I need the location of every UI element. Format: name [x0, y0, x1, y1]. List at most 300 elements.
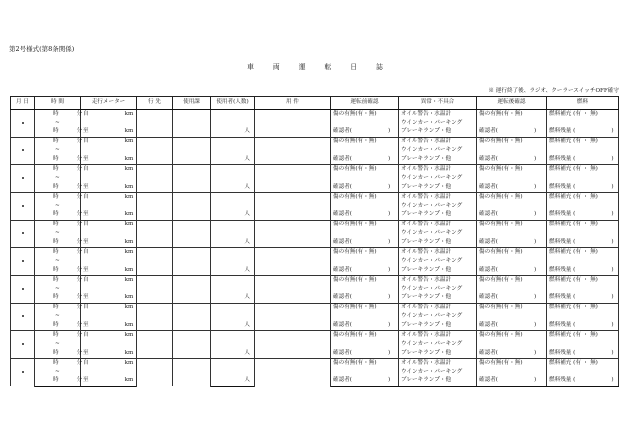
users-top-cell[interactable]: [211, 165, 255, 174]
oil-warning-label: オイル警告・水温計: [401, 110, 452, 117]
persons-label: 人: [244, 322, 250, 329]
department-cell[interactable]: [173, 331, 211, 359]
meter-to-label: 至: [83, 322, 89, 329]
pre-check-blank: [331, 313, 399, 322]
time-start-cell[interactable]: [35, 359, 81, 368]
pre-check-blank: [331, 368, 399, 377]
log-entry-row: [11, 137, 619, 146]
post-check-confirmer[interactable]: [477, 349, 547, 358]
abnormal-winker[interactable]: [399, 202, 477, 211]
abnormal-winker[interactable]: [399, 257, 477, 266]
time-end-cell[interactable]: [35, 349, 81, 358]
purpose-cell[interactable]: [255, 303, 331, 331]
close-paren: ): [387, 156, 391, 163]
log-entry-row: [11, 359, 619, 368]
department-cell[interactable]: [173, 165, 211, 193]
purpose-cell[interactable]: [255, 220, 331, 248]
users-mid-cell[interactable]: [211, 202, 255, 211]
pre-check-damage[interactable]: [331, 165, 399, 174]
abnormal-oil[interactable]: [399, 276, 477, 285]
fuel-remaining[interactable]: [547, 377, 619, 386]
winker-parking-label: ウインカー・パーキング: [401, 340, 463, 347]
users-top-cell[interactable]: [211, 137, 255, 146]
close-paren: ): [533, 156, 537, 163]
users-count-cell[interactable]: [211, 211, 255, 220]
date-cell[interactable]: [11, 110, 35, 138]
users-mid-cell[interactable]: [211, 340, 255, 349]
destination-cell[interactable]: [137, 359, 173, 387]
post-check-damage[interactable]: [477, 220, 547, 229]
meter-start-cell[interactable]: [81, 137, 137, 146]
pre-check-confirmer[interactable]: [331, 349, 399, 358]
pre-check-damage[interactable]: [331, 110, 399, 119]
purpose-cell[interactable]: [255, 193, 331, 221]
users-mid-cell[interactable]: [211, 285, 255, 294]
persons-label: 人: [244, 266, 250, 273]
abnormal-brake[interactable]: [399, 128, 477, 137]
pre-check-confirmer[interactable]: [331, 183, 399, 192]
minute-label: 分: [76, 249, 83, 255]
time-end-cell[interactable]: [35, 183, 81, 192]
abnormal-winker[interactable]: [399, 340, 477, 349]
users-top-cell[interactable]: [211, 276, 255, 285]
refuel-label: 燃料補充 (有 ・ 無): [549, 249, 598, 255]
fuel-remaining[interactable]: [547, 321, 619, 330]
minute-label: 分: [76, 349, 83, 356]
purpose-cell[interactable]: [255, 276, 331, 304]
header-date: 月 日: [11, 97, 35, 110]
fuel-remaining[interactable]: [547, 294, 619, 303]
pre-check-confirmer[interactable]: [331, 128, 399, 137]
meter-to-label: 至: [83, 239, 89, 246]
date-cell[interactable]: [11, 137, 35, 165]
users-top-cell[interactable]: [211, 359, 255, 368]
fuel-blank: [547, 202, 619, 211]
purpose-cell[interactable]: [255, 248, 331, 276]
time-tilde: ~: [55, 202, 60, 209]
meter-end-cell[interactable]: [81, 294, 137, 303]
abnormal-oil[interactable]: [399, 331, 477, 340]
users-top-cell[interactable]: [211, 248, 255, 257]
destination-cell[interactable]: [137, 248, 173, 276]
damage-check-label: 傷の有無(有・無): [479, 359, 523, 366]
abnormal-brake[interactable]: [399, 183, 477, 192]
meter-mid-cell: [81, 174, 137, 183]
pre-check-confirmer[interactable]: [331, 211, 399, 220]
fuel-remaining[interactable]: [547, 183, 619, 192]
fuel-remaining[interactable]: [547, 349, 619, 358]
meter-mid-cell: [81, 285, 137, 294]
abnormal-winker[interactable]: [399, 174, 477, 183]
minute-label: 分: [76, 239, 83, 246]
meter-mid-cell: [81, 257, 137, 266]
pre-check-damage[interactable]: [331, 303, 399, 312]
fuel-remaining-label: 燃料残量 (: [549, 322, 576, 329]
purpose-cell[interactable]: [255, 137, 331, 165]
meter-start-cell[interactable]: [81, 165, 137, 174]
fuel-remaining-label: 燃料残量 (: [549, 128, 576, 135]
hour-label: 時: [53, 239, 59, 246]
users-mid-cell[interactable]: [211, 368, 255, 377]
time-start-cell[interactable]: [35, 303, 81, 312]
hour-label: 時: [53, 211, 59, 218]
confirmer-label: 確認者(: [333, 266, 352, 273]
driving-log-table: [10, 96, 619, 387]
purpose-cell[interactable]: [255, 165, 331, 193]
pre-check-confirmer[interactable]: [331, 321, 399, 330]
users-mid-cell[interactable]: [211, 174, 255, 183]
time-end-cell[interactable]: [35, 266, 81, 275]
post-check-damage[interactable]: [477, 110, 547, 119]
km-label: km: [124, 211, 134, 218]
purpose-cell[interactable]: [255, 331, 331, 359]
post-check-damage[interactable]: [477, 331, 547, 340]
destination-cell[interactable]: [137, 193, 173, 221]
meter-start-cell[interactable]: [81, 110, 137, 119]
refuel-label: 燃料補充 (有 ・ 無): [549, 110, 598, 117]
abnormal-oil[interactable]: [399, 220, 477, 229]
department-cell[interactable]: [173, 137, 211, 165]
km-label: km: [124, 183, 134, 190]
post-check-damage[interactable]: [477, 248, 547, 257]
fuel-refuel[interactable]: [547, 359, 619, 368]
confirmer-label: 確認者(: [479, 128, 498, 135]
post-check-confirmer[interactable]: [477, 238, 547, 247]
fuel-refuel[interactable]: [547, 331, 619, 340]
close-paren: ): [387, 294, 391, 301]
purpose-cell[interactable]: [255, 359, 331, 387]
pre-check-damage[interactable]: [331, 220, 399, 229]
time-tilde-cell: [35, 368, 81, 377]
time-start-cell[interactable]: [35, 137, 81, 146]
post-check-confirmer[interactable]: [477, 266, 547, 275]
meter-from-label: 自: [83, 221, 89, 228]
fuel-refuel[interactable]: [547, 165, 619, 174]
date-cell[interactable]: [11, 193, 35, 221]
meter-start-cell[interactable]: [81, 193, 137, 202]
users-top-cell[interactable]: [211, 220, 255, 229]
users-mid-cell[interactable]: [211, 119, 255, 128]
close-paren: ): [611, 211, 614, 218]
fuel-remaining[interactable]: [547, 238, 619, 247]
date-cell[interactable]: [11, 248, 35, 276]
fuel-remaining[interactable]: [547, 211, 619, 220]
pre-check-damage[interactable]: [331, 248, 399, 257]
users-count-cell[interactable]: [211, 321, 255, 330]
header-fuel: 燃料: [547, 97, 619, 110]
fuel-remaining-label: 燃料残量 (: [549, 294, 576, 301]
brake-lamp-label: ブレーキランプ・他: [401, 128, 452, 135]
pre-check-blank: [331, 230, 399, 239]
department-cell[interactable]: [173, 193, 211, 221]
damage-check-label: 傷の有無(有・無): [479, 110, 523, 117]
abnormal-winker[interactable]: [399, 147, 477, 156]
time-tilde: ~: [55, 119, 60, 126]
fuel-refuel[interactable]: [547, 193, 619, 202]
hour-label: 時: [53, 322, 59, 329]
km-label: km: [124, 294, 134, 301]
date-cell[interactable]: [11, 276, 35, 304]
post-check-damage[interactable]: [477, 276, 547, 285]
destination-cell[interactable]: [137, 110, 173, 138]
meter-end-cell[interactable]: [81, 349, 137, 358]
refuel-label: 燃料補充 (有 ・ 無): [549, 304, 598, 311]
users-mid-cell[interactable]: [211, 257, 255, 266]
confirmer-label: 確認者(: [333, 239, 352, 246]
department-cell[interactable]: [173, 276, 211, 304]
post-check-confirmer[interactable]: [477, 321, 547, 330]
log-body: [11, 110, 619, 387]
time-end-cell[interactable]: [35, 128, 81, 137]
users-top-cell[interactable]: [211, 110, 255, 119]
time-tilde-cell: [35, 230, 81, 239]
abnormal-winker[interactable]: [399, 313, 477, 322]
post-check-confirmer[interactable]: [477, 294, 547, 303]
post-check-confirmer[interactable]: [477, 211, 547, 220]
page-title: 車両運転日誌: [247, 63, 402, 71]
pre-check-confirmer[interactable]: [331, 377, 399, 386]
table-header-row: [11, 97, 619, 110]
post-check-confirmer[interactable]: [477, 183, 547, 192]
persons-label: 人: [244, 156, 250, 163]
date-cell[interactable]: [11, 165, 35, 193]
meter-start-cell[interactable]: [81, 220, 137, 229]
destination-cell[interactable]: [137, 137, 173, 165]
pre-check-damage[interactable]: [331, 359, 399, 368]
meter-from-label: 自: [83, 138, 89, 145]
refuel-label: 燃料補充 (有 ・ 無): [549, 276, 598, 283]
meter-end-cell[interactable]: [81, 128, 137, 137]
post-check-damage[interactable]: [477, 193, 547, 202]
meter-end-cell[interactable]: [81, 266, 137, 275]
department-cell[interactable]: [173, 248, 211, 276]
damage-check-label: 傷の有無(有・無): [479, 221, 523, 228]
users-top-cell[interactable]: [211, 193, 255, 202]
meter-start-cell[interactable]: [81, 276, 137, 285]
meter-end-cell[interactable]: [81, 238, 137, 247]
abnormal-oil[interactable]: [399, 110, 477, 119]
pre-check-damage[interactable]: [331, 193, 399, 202]
fuel-refuel[interactable]: [547, 276, 619, 285]
meter-end-cell[interactable]: [81, 377, 137, 386]
time-tilde: ~: [55, 257, 60, 264]
fuel-refuel[interactable]: [547, 110, 619, 119]
hour-label: 時: [53, 138, 59, 145]
department-cell[interactable]: [173, 110, 211, 138]
post-check-blank: [477, 313, 547, 322]
time-end-cell[interactable]: [35, 321, 81, 330]
close-paren: ): [611, 349, 614, 356]
post-check-confirmer[interactable]: [477, 155, 547, 164]
meter-start-cell[interactable]: [81, 248, 137, 257]
damage-check-label: 傷の有無(有・無): [479, 304, 523, 311]
department-cell[interactable]: [173, 303, 211, 331]
users-count-cell[interactable]: [211, 183, 255, 192]
users-count-cell[interactable]: [211, 294, 255, 303]
fuel-refuel[interactable]: [547, 137, 619, 146]
abnormal-oil[interactable]: [399, 193, 477, 202]
log-entry-row: [11, 110, 619, 119]
fuel-remaining-label: 燃料残量 (: [549, 349, 576, 356]
abnormal-brake[interactable]: [399, 321, 477, 330]
minute-label: 分: [76, 377, 83, 384]
minute-label: 分: [76, 211, 83, 218]
post-check-blank: [477, 202, 547, 211]
meter-end-cell[interactable]: [81, 321, 137, 330]
pre-check-confirmer[interactable]: [331, 266, 399, 275]
meter-start-cell[interactable]: [81, 303, 137, 312]
fuel-blank: [547, 340, 619, 349]
destination-cell[interactable]: [137, 165, 173, 193]
date-cell[interactable]: [11, 220, 35, 248]
close-paren: ): [533, 211, 537, 218]
time-tilde-cell: [35, 340, 81, 349]
pre-check-damage[interactable]: [331, 276, 399, 285]
destination-cell[interactable]: [137, 276, 173, 304]
users-count-cell[interactable]: [211, 266, 255, 275]
department-cell[interactable]: [173, 359, 211, 387]
time-end-cell[interactable]: [35, 377, 81, 386]
oil-warning-label: オイル警告・水温計: [401, 165, 452, 172]
km-label: km: [124, 221, 134, 228]
minute-label: 分: [76, 156, 83, 163]
brake-lamp-label: ブレーキランプ・他: [401, 156, 452, 163]
fuel-remaining[interactable]: [547, 155, 619, 164]
abnormal-brake[interactable]: [399, 266, 477, 275]
meter-end-cell[interactable]: [81, 211, 137, 220]
meter-start-cell[interactable]: [81, 331, 137, 340]
abnormal-oil[interactable]: [399, 248, 477, 257]
users-mid-cell[interactable]: [211, 230, 255, 239]
time-tilde-cell: [35, 174, 81, 183]
abnormal-oil[interactable]: [399, 137, 477, 146]
fuel-remaining[interactable]: [547, 266, 619, 275]
post-check-damage[interactable]: [477, 303, 547, 312]
post-check-confirmer[interactable]: [477, 377, 547, 386]
winker-parking-label: ウインカー・パーキング: [401, 202, 463, 209]
minute-label: 分: [76, 221, 83, 228]
confirmer-label: 確認者(: [333, 211, 352, 218]
close-paren: ): [533, 349, 537, 356]
users-mid-cell[interactable]: [211, 147, 255, 156]
time-end-cell[interactable]: [35, 238, 81, 247]
minute-label: 分: [76, 276, 83, 283]
users-count-cell[interactable]: [211, 238, 255, 247]
abnormal-winker[interactable]: [399, 230, 477, 239]
time-start-cell[interactable]: [35, 331, 81, 340]
fuel-remaining-label: 燃料残量 (: [549, 211, 576, 218]
pre-check-confirmer[interactable]: [331, 155, 399, 164]
destination-cell[interactable]: [137, 303, 173, 331]
users-count-cell[interactable]: [211, 155, 255, 164]
purpose-cell[interactable]: [255, 110, 331, 138]
abnormal-brake[interactable]: [399, 211, 477, 220]
time-start-cell[interactable]: [35, 165, 81, 174]
time-tilde: ~: [55, 174, 60, 181]
damage-check-label: 傷の有無(有・無): [333, 359, 377, 366]
abnormal-winker[interactable]: [399, 119, 477, 128]
users-count-cell[interactable]: [211, 128, 255, 137]
time-start-cell[interactable]: [35, 220, 81, 229]
post-check-damage[interactable]: [477, 165, 547, 174]
users-count-cell[interactable]: [211, 349, 255, 358]
abnormal-oil[interactable]: [399, 359, 477, 368]
meter-end-cell[interactable]: [81, 155, 137, 164]
winker-parking-label: ウインカー・パーキング: [401, 174, 463, 181]
meter-start-cell[interactable]: [81, 359, 137, 368]
abnormal-brake[interactable]: [399, 377, 477, 386]
abnormal-brake[interactable]: [399, 238, 477, 247]
pre-check-damage[interactable]: [331, 137, 399, 146]
abnormal-winker[interactable]: [399, 368, 477, 377]
meter-from-label: 自: [83, 359, 89, 366]
post-check-confirmer[interactable]: [477, 128, 547, 137]
fuel-refuel[interactable]: [547, 303, 619, 312]
date-cell[interactable]: [11, 331, 35, 359]
date-cell[interactable]: [11, 303, 35, 331]
time-end-cell[interactable]: [35, 155, 81, 164]
pre-check-damage[interactable]: [331, 331, 399, 340]
post-check-damage[interactable]: [477, 137, 547, 146]
header-post-check: 運転後確認: [477, 97, 547, 110]
confirmer-label: 確認者(: [479, 322, 498, 329]
post-check-damage[interactable]: [477, 359, 547, 368]
refuel-label: 燃料補充 (有 ・ 無): [549, 138, 598, 145]
minute-label: 分: [76, 128, 83, 135]
users-top-cell[interactable]: [211, 303, 255, 312]
users-count-cell[interactable]: [211, 377, 255, 386]
meter-to-label: 至: [83, 377, 89, 384]
date-cell[interactable]: [11, 359, 35, 387]
fuel-refuel[interactable]: [547, 220, 619, 229]
pre-check-confirmer[interactable]: [331, 294, 399, 303]
close-paren: ): [611, 156, 614, 163]
abnormal-oil[interactable]: [399, 165, 477, 174]
abnormal-oil[interactable]: [399, 303, 477, 312]
time-tilde-cell: [35, 313, 81, 322]
abnormal-brake[interactable]: [399, 155, 477, 164]
hour-label: 時: [53, 294, 59, 301]
pre-check-blank: [331, 147, 399, 156]
time-end-cell[interactable]: [35, 294, 81, 303]
time-start-cell[interactable]: [35, 193, 81, 202]
destination-cell[interactable]: [137, 331, 173, 359]
abnormal-brake[interactable]: [399, 349, 477, 358]
time-start-cell[interactable]: [35, 276, 81, 285]
meter-end-cell[interactable]: [81, 183, 137, 192]
users-top-cell[interactable]: [211, 331, 255, 340]
time-start-cell[interactable]: [35, 110, 81, 119]
abnormal-brake[interactable]: [399, 294, 477, 303]
hour-label: 時: [53, 110, 59, 117]
time-start-cell[interactable]: [35, 248, 81, 257]
department-cell[interactable]: [173, 220, 211, 248]
destination-cell[interactable]: [137, 220, 173, 248]
abnormal-winker[interactable]: [399, 285, 477, 294]
hour-label: 時: [53, 156, 59, 163]
fuel-refuel[interactable]: [547, 248, 619, 257]
minute-label: 分: [76, 193, 83, 200]
damage-check-label: 傷の有無(有・無): [479, 165, 523, 172]
fuel-remaining[interactable]: [547, 128, 619, 137]
time-tilde: ~: [55, 313, 60, 320]
pre-check-confirmer[interactable]: [331, 238, 399, 247]
date-bullet: [22, 260, 24, 262]
close-paren: ): [533, 322, 537, 329]
confirmer-label: 確認者(: [479, 239, 498, 246]
users-mid-cell[interactable]: [211, 313, 255, 322]
time-end-cell[interactable]: [35, 211, 81, 220]
